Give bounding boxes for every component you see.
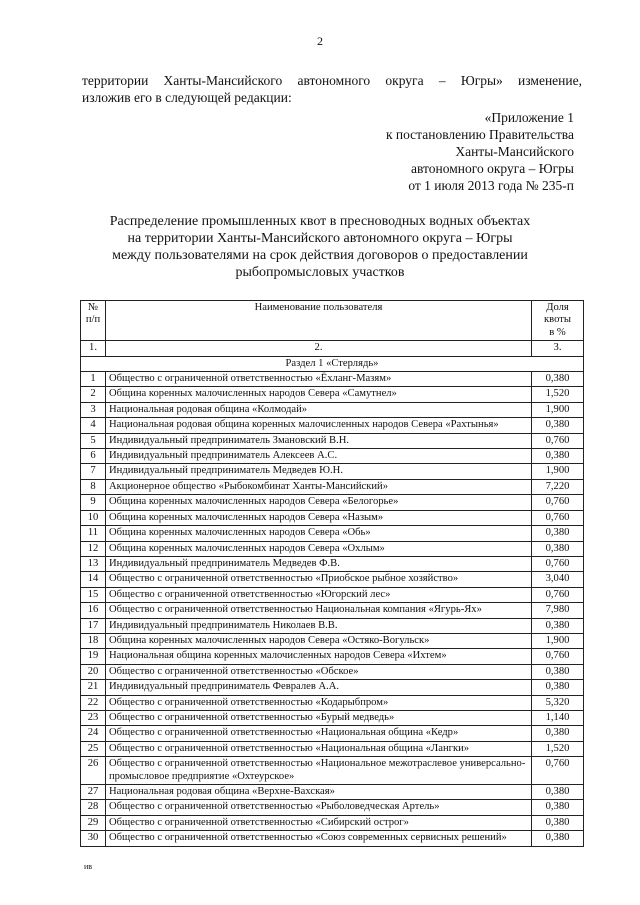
col-number: 2. xyxy=(106,341,532,356)
title-line: Распределение промышленных квот в пресноводных водных объектах xyxy=(109,214,531,229)
row-number: 8 xyxy=(81,479,106,494)
header-num: № п/п xyxy=(81,301,106,341)
row-share: 0,760 xyxy=(532,433,584,448)
table-header-row xyxy=(81,301,584,341)
footer-code: ив xyxy=(84,862,93,871)
header-share-line: в % xyxy=(549,326,566,338)
row-name: Община коренных малочисленных народов Севера «Обь» xyxy=(106,526,532,541)
header-share xyxy=(532,301,584,341)
row-name: Община коренных малочисленных народов Севера «Охлым» xyxy=(106,541,532,556)
row-name: Община коренных малочисленных народов Севера «Остяко-Вогульск» xyxy=(106,633,532,648)
row-name: Общество с ограниченной ответственностью Национальная компания «Ягурь-Ях» xyxy=(106,603,532,618)
row-name: Общество с ограниченной ответственностью «Кодарыбпром» xyxy=(106,695,532,710)
row-share: 0,380 xyxy=(532,726,584,741)
table-row xyxy=(81,433,584,448)
row-share: 0,380 xyxy=(532,831,584,846)
row-share: 7,980 xyxy=(532,603,584,618)
row-number: 22 xyxy=(81,695,106,710)
header-share-line: Доля xyxy=(546,302,569,313)
row-name: Индивидуальный предприниматель Николаев В.В. xyxy=(106,618,532,633)
row-name: Индивидуальный предприниматель Змановский В.Н. xyxy=(106,433,532,448)
row-share: 0,380 xyxy=(532,785,584,800)
row-number: 11 xyxy=(81,526,106,541)
appendix-line: к постановлению Правительства xyxy=(385,127,574,142)
intro-line-2: изложив его в следующей редакции: xyxy=(82,90,292,105)
appendix-line: Ханты-Мансийского xyxy=(455,144,574,159)
row-share: 0,760 xyxy=(532,587,584,602)
row-share: 0,760 xyxy=(532,510,584,525)
row-number: 23 xyxy=(81,710,106,725)
appendix-line: от 1 июля 2013 года № 235-п xyxy=(408,178,574,193)
table-row xyxy=(81,587,584,602)
row-share: 1,900 xyxy=(532,402,584,417)
appendix-line: автономного округа – Югры xyxy=(411,161,574,176)
row-name: Общество с ограниченной ответственностью «Сибирский острог» xyxy=(106,815,532,830)
row-share: 1,140 xyxy=(532,710,584,725)
row-number: 2 xyxy=(81,387,106,402)
row-name: Национальная община коренных малочисленных народов Севера «Ихтем» xyxy=(106,649,532,664)
table-row xyxy=(81,603,584,618)
table-row xyxy=(81,741,584,756)
row-name: Община коренных малочисленных народов Севера «Назым» xyxy=(106,510,532,525)
row-name: Индивидуальный предприниматель Февралев А.А. xyxy=(106,680,532,695)
table-row xyxy=(81,526,584,541)
row-number: 30 xyxy=(81,831,106,846)
row-number: 1 xyxy=(81,372,106,387)
row-share: 3,040 xyxy=(532,572,584,587)
intro-paragraph xyxy=(82,72,582,106)
row-number: 19 xyxy=(81,649,106,664)
table-row xyxy=(81,618,584,633)
row-name: Общество с ограниченной ответственностью «Югорский лес» xyxy=(106,587,532,602)
row-number: 15 xyxy=(81,587,106,602)
table-row xyxy=(81,510,584,525)
row-number: 12 xyxy=(81,541,106,556)
row-share: 0,380 xyxy=(532,526,584,541)
row-name: Общество с ограниченной ответственностью «Обское» xyxy=(106,664,532,679)
row-share: 0,380 xyxy=(532,815,584,830)
row-number: 6 xyxy=(81,449,106,464)
row-share: 0,380 xyxy=(532,680,584,695)
table-row xyxy=(81,402,584,417)
table-row xyxy=(81,633,584,648)
table-row xyxy=(81,680,584,695)
row-share: 0,380 xyxy=(532,449,584,464)
row-number: 18 xyxy=(81,633,106,648)
table-row xyxy=(81,649,584,664)
table-row xyxy=(81,372,584,387)
row-name: Общество с ограниченной ответственностью «Национальная община «Кедр» xyxy=(106,726,532,741)
row-name: Национальная родовая община «Колмодай» xyxy=(106,402,532,417)
row-share: 0,760 xyxy=(532,649,584,664)
row-number: 17 xyxy=(81,618,106,633)
row-name: Общество с ограниченной ответственностью «Национальное межотраслевое универсально-промысловое предприятие «Охтеурское» xyxy=(106,757,532,785)
section-title: Раздел 1 «Стерлядь» xyxy=(81,356,584,371)
table-row xyxy=(81,757,584,785)
table-row xyxy=(81,710,584,725)
table-row xyxy=(81,556,584,571)
section-row xyxy=(81,356,584,371)
row-name: Общество с ограниченной ответственностью «Приобское рыбное хозяйство» xyxy=(106,572,532,587)
appendix-reference xyxy=(386,109,574,194)
row-share: 0,760 xyxy=(532,556,584,571)
row-name: Индивидуальный предприниматель Алексеев А.С. xyxy=(106,449,532,464)
row-number: 29 xyxy=(81,815,106,830)
row-number: 26 xyxy=(81,757,106,785)
row-number: 25 xyxy=(81,741,106,756)
column-number-row xyxy=(81,341,584,356)
row-number: 3 xyxy=(81,402,106,417)
row-share: 0,380 xyxy=(532,618,584,633)
row-name: Общество с ограниченной ответственностью «Национальная община «Лангки» xyxy=(106,741,532,756)
row-number: 7 xyxy=(81,464,106,479)
row-number: 9 xyxy=(81,495,106,510)
col-number: 1. xyxy=(81,341,106,356)
row-share: 0,380 xyxy=(532,541,584,556)
row-share: 0,380 xyxy=(532,800,584,815)
row-name: Индивидуальный предприниматель Медведев Ю.Н. xyxy=(106,464,532,479)
page-number: 2 xyxy=(317,34,323,48)
table-row xyxy=(81,479,584,494)
row-name: Национальная родовая община «Верхне-Вахская» xyxy=(106,785,532,800)
table-row xyxy=(81,572,584,587)
table-row xyxy=(81,726,584,741)
row-number: 13 xyxy=(81,556,106,571)
row-number: 21 xyxy=(81,680,106,695)
row-share: 1,520 xyxy=(532,741,584,756)
row-name: Акционерное общество «Рыбокомбинат Ханты-Мансийский» xyxy=(106,479,532,494)
table-row xyxy=(81,387,584,402)
row-share: 1,900 xyxy=(532,633,584,648)
col-number: 3. xyxy=(532,341,584,356)
title-line: рыбопромысловых участков xyxy=(235,265,405,280)
row-name: Общество с ограниченной ответственностью «Ёхланг-Мазям» xyxy=(106,372,532,387)
table-row xyxy=(81,695,584,710)
row-name: Община коренных малочисленных народов Севера «Белогорье» xyxy=(106,495,532,510)
header-share-line: квоты xyxy=(544,314,571,326)
table-row xyxy=(81,449,584,464)
table-row xyxy=(81,785,584,800)
row-number: 27 xyxy=(81,785,106,800)
table-row xyxy=(81,541,584,556)
row-name: Индивидуальный предприниматель Медведев Ф.В. xyxy=(106,556,532,571)
appendix-line: «Приложение 1 xyxy=(484,110,574,125)
row-number: 4 xyxy=(81,418,106,433)
row-number: 28 xyxy=(81,800,106,815)
row-number: 14 xyxy=(81,572,106,587)
row-number: 24 xyxy=(81,726,106,741)
row-share: 7,220 xyxy=(532,479,584,494)
row-number: 10 xyxy=(81,510,106,525)
quota-table xyxy=(80,300,584,847)
row-share: 0,760 xyxy=(532,757,584,785)
table-row xyxy=(81,495,584,510)
row-number: 16 xyxy=(81,603,106,618)
row-share: 0,380 xyxy=(532,372,584,387)
row-name: Общество с ограниченной ответственностью «Бурый медведь» xyxy=(106,710,532,725)
table-row xyxy=(81,464,584,479)
title-line: на территории Ханты-Мансийского автономного округа – Югры xyxy=(127,231,513,246)
table-row xyxy=(81,815,584,830)
row-number: 5 xyxy=(81,433,106,448)
row-share: 5,320 xyxy=(532,695,584,710)
header-name: Наименование пользователя xyxy=(106,301,532,341)
intro-line-1: территории Ханты-Мансийского автономного округа – Югры» изменение, xyxy=(82,73,582,88)
row-number: 20 xyxy=(81,664,106,679)
table-row xyxy=(81,831,584,846)
row-name: Национальная родовая община коренных малочисленных народов Севера «Рахтынья» xyxy=(106,418,532,433)
title-line: между пользователями на срок действия договоров о предоставлении xyxy=(112,248,528,263)
row-share: 1,900 xyxy=(532,464,584,479)
table-row xyxy=(81,418,584,433)
row-share: 0,760 xyxy=(532,495,584,510)
row-share: 0,380 xyxy=(532,664,584,679)
table-row xyxy=(81,664,584,679)
table-row xyxy=(81,800,584,815)
row-share: 1,520 xyxy=(532,387,584,402)
row-name: Общество с ограниченной ответственностью «Союз современных сервисных решений» xyxy=(106,831,532,846)
document-title xyxy=(80,213,560,281)
row-name: Община коренных малочисленных народов Севера «Самутнел» xyxy=(106,387,532,402)
row-name: Общество с ограниченной ответственностью «Рыболоведческая Артель» xyxy=(106,800,532,815)
row-share: 0,380 xyxy=(532,418,584,433)
